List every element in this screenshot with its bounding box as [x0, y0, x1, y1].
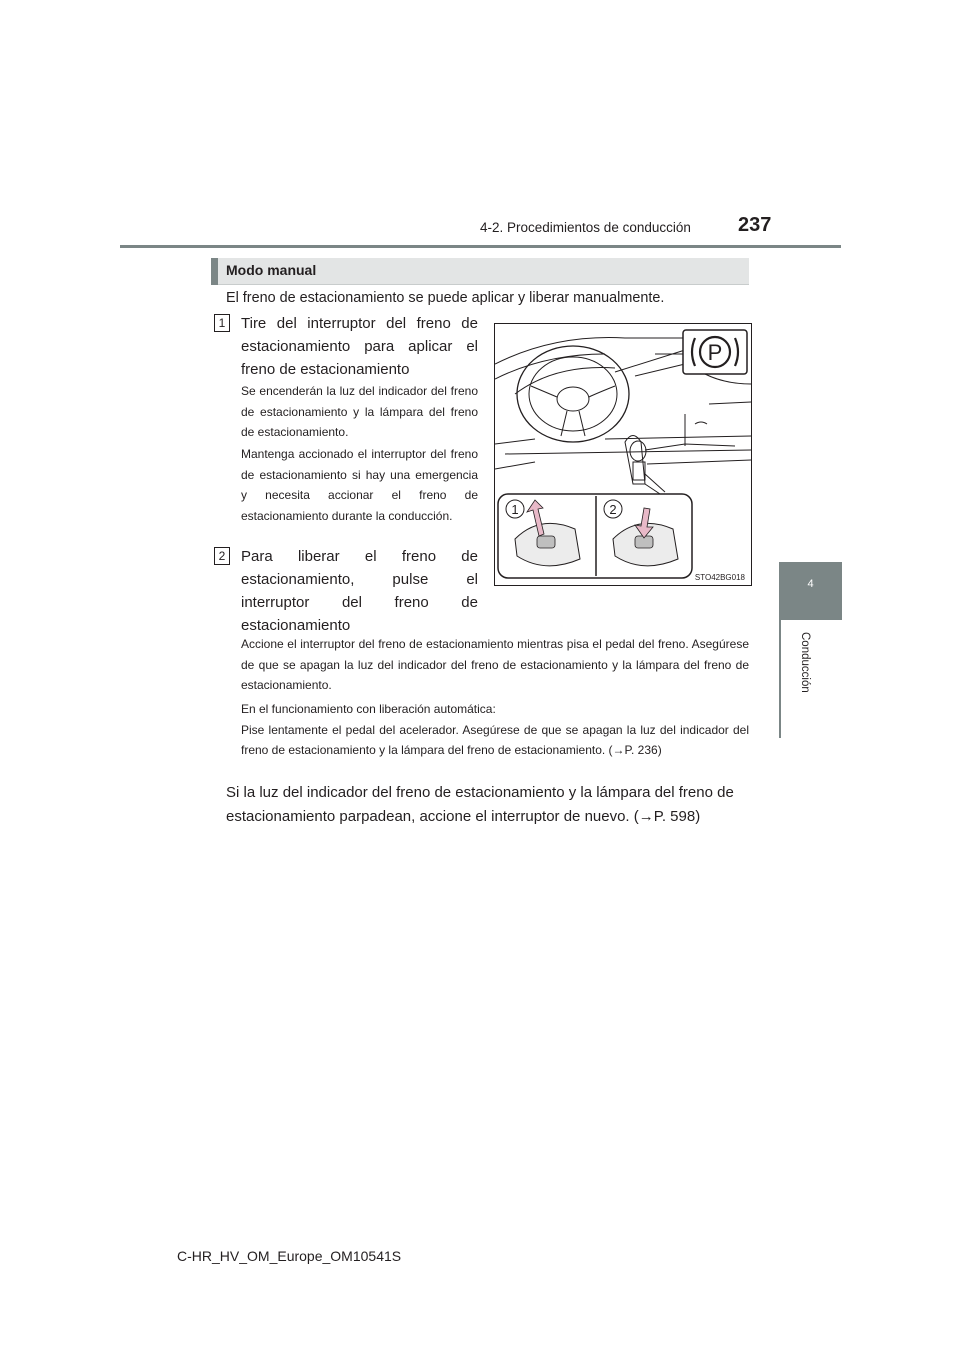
inset-label-1: 1: [511, 502, 519, 517]
chapter-tab-rule: [779, 620, 781, 738]
parking-brake-illustration: [495, 324, 751, 585]
chapter-tab-number: 4: [807, 578, 814, 590]
indicator-symbol-text: P: [707, 340, 723, 365]
intro-paragraph: El freno de estacionamiento se puede aplicar y liberar manualmente.: [226, 290, 665, 306]
parking-brake-figure: [494, 323, 752, 586]
section-bar-accent: [211, 258, 218, 285]
step-2-heading: Para liberar el freno de estacionamiento, pulse el interruptor del freno de estacionamiento: [241, 548, 478, 634]
step-2-note-1: Accione el interruptor del freno de estacionamiento mientras pisa el pedal del freno. Asegúrese de que se apagan la luz del indicador del freno de estacionamiento y la lámpara del freno de estacionamiento.: [241, 637, 749, 692]
step-1-heading: Tire del interruptor del freno de estacionamiento para aplicar el freno de estacionamiento: [241, 315, 478, 378]
section-title: Modo manual: [226, 262, 317, 278]
chapter-tab-label: Conducción: [799, 632, 811, 693]
step-1-number: 1: [214, 314, 230, 332]
inset-label-2: 2: [609, 502, 617, 517]
figure-code: STO42BG018: [694, 573, 745, 582]
step-2-note-2: En el funcionamiento con liberación automática: Pise lentamente el pedal del acelerador. Asegúrese de que se apagan la luz del indicador del freno de estacionamiento y la lámpara del freno de estacionamiento. (→P. 236): [241, 702, 749, 757]
running-header-section: 4-2. Procedimientos de conducción: [480, 220, 691, 235]
chapter-tab: [779, 562, 842, 620]
parking-brake-indicator-icon: [683, 330, 747, 374]
document-footer: C-HR_HV_OM_Europe_OM10541S: [177, 1248, 402, 1264]
switch-inset-panel: [498, 494, 692, 578]
step-1-note-2: Mantenga accionado el interruptor del freno de estacionamiento si hay una emergencia y necesita accionar el freno de estacionamiento durante la conducción.: [241, 447, 478, 523]
step-2-number: 2: [214, 547, 230, 565]
final-paragraph: Si la luz del indicador del freno de estacionamiento y la lámpara del freno de estacionamiento parpadean, accione el interruptor de nuevo. (→P. 598): [226, 784, 734, 825]
header-rule: [120, 245, 841, 248]
page-number: 237: [738, 214, 772, 236]
step-1-note-1: Se encenderán la luz del indicador del freno de estacionamiento y la lámpara del freno de estacionamiento.: [241, 384, 478, 439]
